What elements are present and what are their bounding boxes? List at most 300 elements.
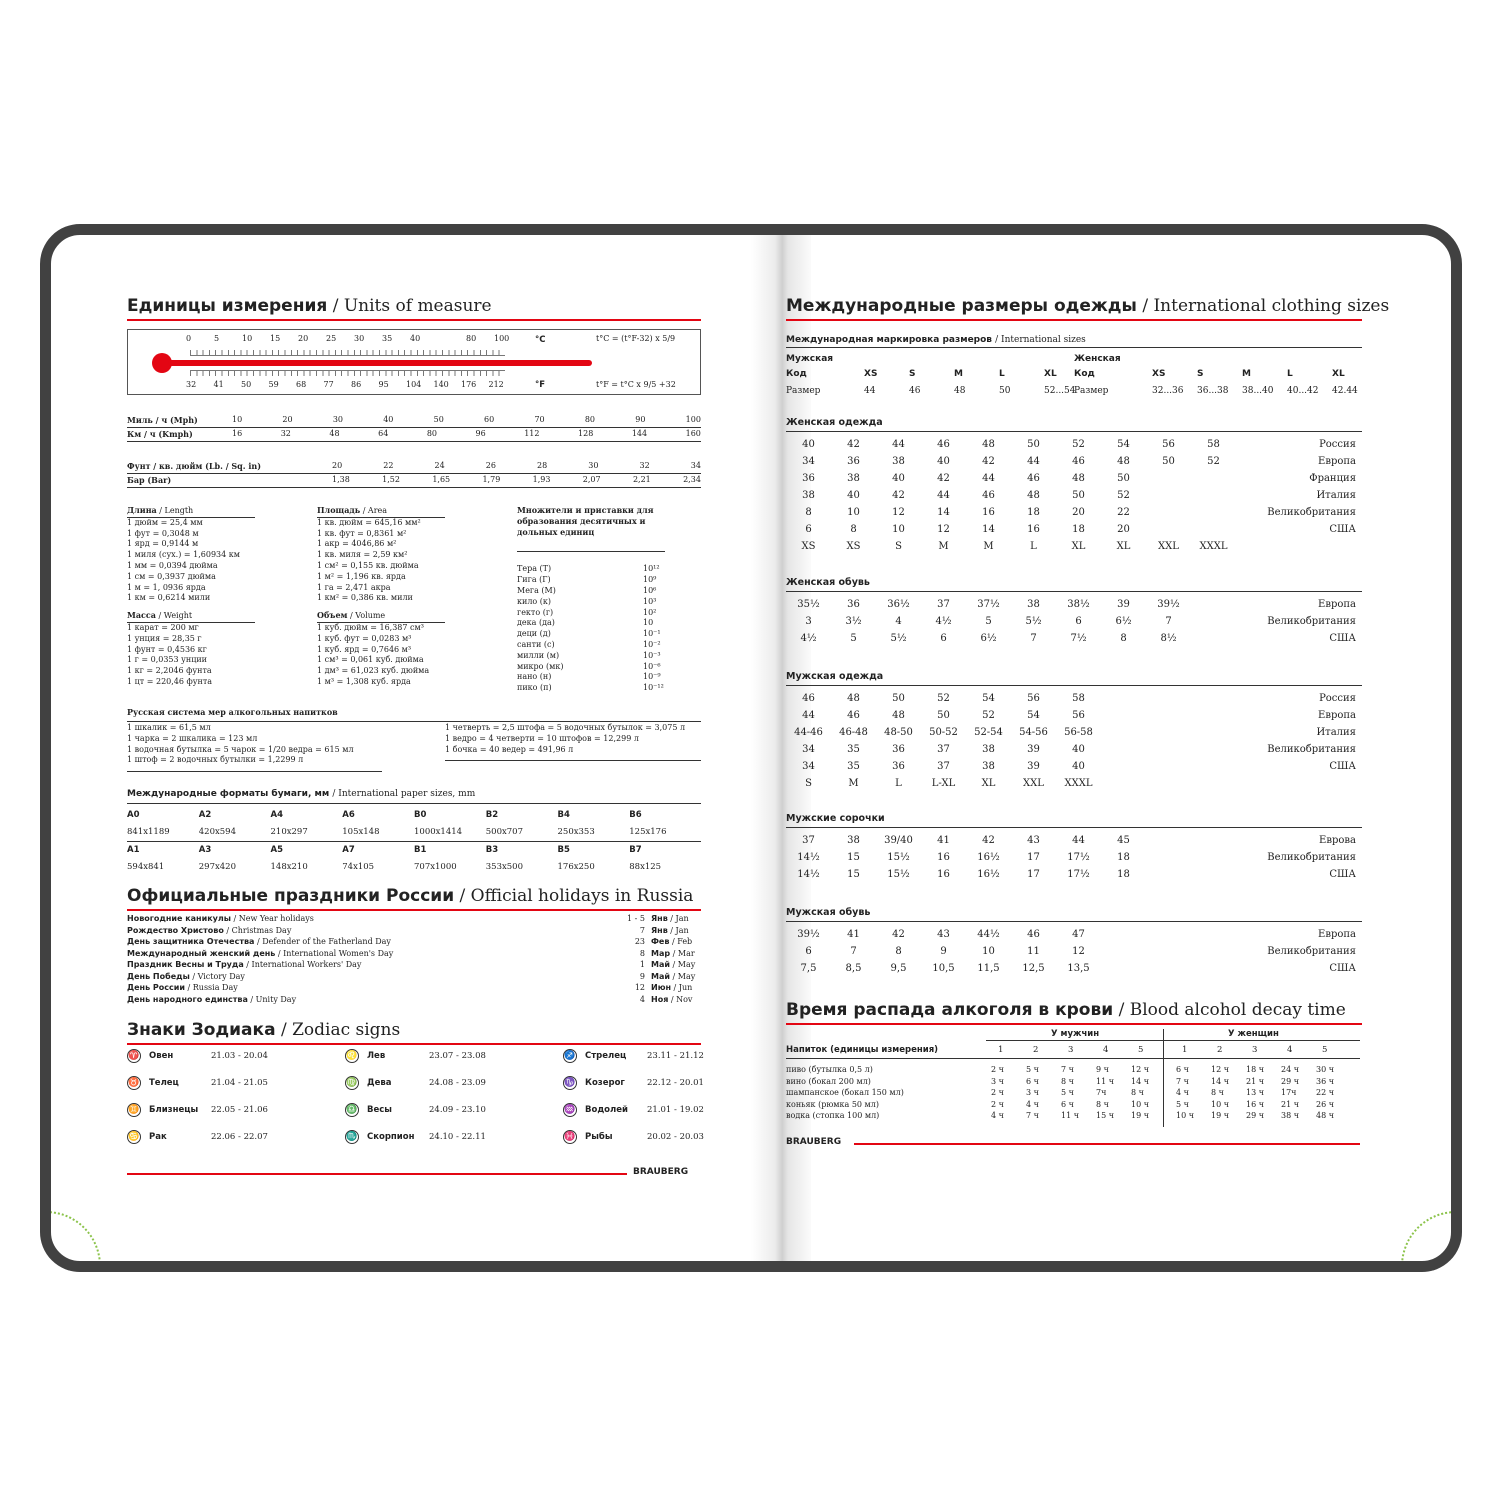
size-cell: 12 [892, 507, 905, 518]
holiday-month-en: / Feb [669, 937, 693, 946]
notebook-spread [40, 224, 1462, 1272]
holiday-month [651, 925, 701, 937]
country-label: США [1329, 524, 1356, 535]
size-cell: 36 [892, 744, 905, 755]
holiday-day: 8 [639, 948, 645, 958]
value-cell: 34 [690, 461, 701, 470]
size-cell: 52 [982, 710, 995, 721]
size-cell: 42 [982, 835, 995, 846]
holiday-name-ru: День России [127, 983, 185, 992]
size-cell: 14 [982, 524, 995, 535]
zodiac-item [563, 1049, 704, 1063]
zodiac-dates: 22.05 - 21.06 [211, 1105, 268, 1115]
value-cell: 16 [232, 428, 243, 438]
country-label: Европа [1318, 929, 1356, 940]
prefix-name: Гига (Г) [517, 575, 551, 585]
value-cell: 112 [524, 428, 540, 438]
country-label: Великобритания [1267, 852, 1356, 863]
hour-num: 4 [1287, 1045, 1293, 1055]
decay-men: 3 ч [991, 1076, 1004, 1086]
size-row [786, 832, 1362, 849]
size-cell: 15 [847, 852, 860, 863]
paper-cell: A6 [342, 810, 355, 820]
value-cell: 2,07 [582, 474, 601, 484]
fahrenheit-tick: 41 [213, 380, 224, 389]
size-value: 50 [999, 386, 1011, 396]
women-label: Женская [1074, 354, 1121, 364]
size-cell: 15½ [887, 869, 910, 880]
conversion-line: 1 фут = 0,3048 м [127, 528, 199, 538]
size-cell: XS [846, 541, 861, 552]
size-grid [786, 832, 1362, 883]
zodiac-name: Весы [367, 1105, 392, 1115]
paper-cell: A1 [127, 845, 140, 855]
size-row [786, 613, 1362, 630]
size-cell [1191, 724, 1236, 741]
paper-cell: 148x210 [270, 862, 308, 872]
hour-num: 2 [1217, 1045, 1223, 1055]
size-cell: 12,5 [1022, 963, 1045, 974]
holiday-month [651, 959, 701, 971]
size-cell: 48 [982, 439, 995, 450]
decay-women: 13 ч [1246, 1088, 1265, 1097]
holiday-name-ru: Международный женский день [127, 948, 276, 958]
zodiac-item [563, 1076, 704, 1090]
value-cell: 32 [639, 461, 650, 470]
size-cell: 46 [1072, 456, 1085, 467]
size-cell [1191, 741, 1236, 758]
zodiac-dates: 22.12 - 20.01 [647, 1078, 704, 1088]
size-cell: 44 [937, 490, 950, 501]
celsius-tick: 80 [466, 334, 477, 343]
size-row [786, 758, 1362, 775]
paper-row [127, 807, 701, 824]
decay-men: 5 ч [1026, 1065, 1039, 1074]
zodiac-aquarius-icon: ♒ [564, 1105, 576, 1115]
country-label: Россия [1319, 693, 1356, 704]
hour-num: 2 [1033, 1045, 1039, 1055]
size-cell [1146, 849, 1191, 866]
size-cell: 11 [1027, 946, 1040, 957]
holiday-name-en: / Unity Day [247, 994, 297, 1004]
stitch-right [1401, 1211, 1462, 1272]
size-cell: 43 [937, 929, 950, 940]
size-cell: 3½ [845, 616, 862, 627]
fahrenheit-tick: 77 [323, 380, 334, 389]
size-cell [1146, 758, 1191, 775]
prefix-row [517, 575, 665, 586]
size-cell: 44 [892, 439, 905, 450]
size-cell: 37 [937, 761, 950, 772]
zodiac-libra-icon: ♎ [346, 1105, 358, 1115]
divider [786, 431, 1362, 432]
size-cell: 14½ [797, 869, 820, 880]
divider [786, 685, 1362, 686]
fahrenheit-formula: t°F = t°C x 9/5 +32 [596, 380, 676, 389]
decay-men: 8 ч [1061, 1076, 1074, 1086]
size-cell: XXXL [1199, 541, 1228, 552]
prefix-value: 10⁻⁶ [643, 661, 661, 671]
holiday-day: 1 [639, 960, 645, 969]
prefix-name: Мега (М) [517, 585, 556, 595]
size-cell: 48 [892, 710, 905, 721]
size-cell: 42 [847, 439, 860, 450]
size-code: XL [1044, 369, 1057, 379]
celsius-tick: 0 [186, 334, 192, 343]
zodiac-item [127, 1076, 268, 1090]
size-cell: M [983, 541, 994, 552]
size-cell: 50 [1162, 456, 1175, 467]
size-cell: 52-54 [974, 727, 1003, 738]
size-cell [1191, 504, 1236, 521]
size-cell: 20 [1117, 524, 1130, 535]
conversion-line: 1 унция = 28,35 г [127, 633, 202, 643]
decay-men: 6 ч [1026, 1076, 1039, 1086]
value-cell: 30 [588, 461, 599, 470]
zodiac-item [345, 1076, 486, 1090]
size-cell: 44 [1072, 835, 1085, 846]
decay-women: 18 ч [1246, 1065, 1265, 1074]
size-table [786, 417, 1362, 555]
celsius-formula: t°C = (t°F-32) x 5/9 [596, 334, 676, 343]
size-cell: 22 [1117, 507, 1130, 518]
holiday-month-en: / May [669, 960, 696, 969]
zodiac-item [127, 1130, 268, 1144]
prefix-value: 10⁻⁹ [643, 672, 661, 682]
size-table-title: Женская обувь [786, 577, 870, 588]
size-cell [1146, 487, 1191, 504]
size-cell: 8 [850, 524, 857, 535]
size-cell: 38½ [1067, 599, 1090, 610]
holiday-name [127, 936, 615, 948]
holiday-row [127, 982, 701, 994]
decay-women: 29 ч [1246, 1111, 1265, 1120]
size-cell: 46 [937, 439, 950, 450]
zodiac-gemini-icon: ♊ [128, 1105, 140, 1115]
size-cell: S [805, 778, 812, 789]
size-cell: 36 [847, 456, 860, 467]
zodiac-sagittarius-icon: ♐ [564, 1051, 576, 1061]
size-cell: 42 [892, 490, 905, 501]
value-cell: 1,79 [482, 474, 501, 484]
conversion-line: 1 км = 0,6214 мили [127, 593, 211, 603]
conversion-line: 1 карат = 200 мг [127, 622, 199, 632]
size-cell: 9,5 [890, 963, 907, 974]
size-cell: 6 [805, 946, 812, 957]
zodiac-name: Козерог [585, 1078, 625, 1088]
zodiac-item [563, 1130, 704, 1144]
size-cell [1101, 775, 1146, 792]
conversion-line: 1 га = 2,471 акра [317, 582, 391, 592]
zodiac-item [127, 1103, 268, 1117]
size-cell: 5 [985, 616, 992, 627]
decay-women: 10 ч [1211, 1099, 1230, 1109]
size-cell: XXL [1158, 541, 1179, 552]
decay-men: 15 ч [1096, 1111, 1115, 1120]
size-grid [786, 926, 1362, 977]
holiday-day: 4 [639, 994, 645, 1004]
drink-name: шампанское (бокал 150 мл) [786, 1088, 904, 1097]
alcohol-measures: Русская система мер алкогольных напитков 1 шкалик = 61,5 мл 1 чарка = 2 шкалика = 123 мл 1 водочная бутылка = 5 чарок = 1/20 ведра = 615 мл 1 штоф = 2 водочных бутылки = 1,2299 л 1 четверть = 2,5 штофа = 5 водочных бутылок = 3,075 л 1 ведро = 4 четверти = 10 штофов = 12,299 л 1 бочка = 40 ведер = 491,96 л [127, 707, 701, 725]
paper-cell: B1 [414, 845, 427, 855]
size-cell: XXXL [1064, 778, 1093, 789]
size-cell: 16 [1027, 524, 1040, 535]
holiday-month-en: / Mar [670, 948, 695, 958]
size-cell [1101, 758, 1146, 775]
paper-cell: A7 [342, 845, 355, 855]
paper-cell: 125x176 [629, 827, 667, 837]
conversion-line: 1 км² = 0,386 кв. мили [317, 593, 413, 603]
celsius-tick: 30 [354, 334, 365, 343]
thermometer-bar [168, 360, 592, 366]
value-cell: 60 [484, 415, 495, 424]
size-cell [1101, 741, 1146, 758]
size-table [786, 907, 1362, 977]
size-cell: L-XL [931, 778, 956, 789]
divider [786, 921, 1362, 922]
paper-cell: 176x250 [557, 862, 595, 872]
zodiac-name: Водолей [585, 1105, 628, 1115]
size-code: XL [1332, 369, 1345, 379]
zodiac-section: Знаки Зодиака / Zodiac signs ♈ Овен 21.03 - 20.04 ♉ Телец 21.04 - 21.05 ♊ Близнецы 22.05 - 21.06 ♋ Рак 22.06 - 22.07 ♌ Лев 23.07 - 23.08 ♍ Дева 24.08 - 23.09 ♎ Весы 24.09 - 23.10 ♏ Скорпион 24.10 - 22.11 ♐ Стрелец 23.11 - 21.12 ♑ Козерог 22.12 - 20.01 ♒ Водолей 21.01 - 19.02 ♓ Рыбы 20.02 - 20.03 BRAUBERG [127, 1020, 704, 1177]
prefix-block: Множители и приставки для образования десятичных и дольных единиц Тера (Т) 10¹² Гига (Г) 10⁹ Мега (М) 10⁶ кило (к) 10³ гекто (г) 10² дека (да) 10 деци (д) 10⁻¹ санти (с) 10⁻² милли (м) 10⁻³ микро (мк) 10⁻⁶ нано (н) 10⁻⁹ пико (п) 10⁻¹² [517, 505, 664, 693]
size-cell: 20 [1072, 507, 1085, 518]
paper-cell: 707x1000 [414, 862, 457, 872]
zodiac-pisces-icon: ♓ [564, 1132, 576, 1142]
value-cell: 160 [685, 428, 701, 438]
holiday-name [127, 913, 615, 925]
speed-table: Миль / ч (Mph) 10 20 30 40 50 60 70 80 90 100 Км / ч (Kmph) 16 32 48 64 80 96 112 128 144 160 [127, 415, 701, 442]
zodiac-item [563, 1103, 704, 1117]
size-cell: 3 [805, 616, 812, 627]
holiday-month-en: / Nov [668, 994, 693, 1004]
size-row [786, 436, 1362, 453]
fahrenheit-tick: 68 [296, 380, 307, 389]
size-cell: 46 [802, 693, 815, 704]
zodiac-item [345, 1049, 486, 1063]
size-cell: 38 [982, 761, 995, 772]
value-cell: 20 [282, 415, 293, 424]
size-cell: 40 [892, 473, 905, 484]
decay-women: 21 ч [1281, 1099, 1300, 1109]
size-cell: XL [1116, 541, 1131, 552]
conversion-line: 1 кв. дюйм = 645,16 мм² [317, 517, 421, 527]
holiday-month [651, 948, 701, 960]
size-cell [1191, 613, 1236, 630]
holiday-day: 9 [639, 971, 645, 981]
size-cell: 13,5 [1067, 963, 1090, 974]
country-label: США [1329, 869, 1356, 880]
country-label: США [1329, 963, 1356, 974]
zodiac-dates: 23.11 - 21.12 [647, 1051, 704, 1061]
size-cell: 40 [937, 456, 950, 467]
paper-cell: 105x148 [342, 827, 380, 837]
hour-num: 1 [998, 1045, 1004, 1055]
prefix-value: 10⁻² [643, 639, 661, 649]
holiday-day: 12 [634, 983, 645, 992]
size-cell: 34 [802, 761, 815, 772]
area-block: Площадь / Area 1 кв. дюйм = 645,16 мм² 1 кв. фут = 0,8361 м² 1 акр = 4046,86 м² 1 кв. миля = 2,59 км² 1 см² = 0,155 кв. дюйма 1 м² = 1,196 кв. ярда 1 га = 2,471 акра 1 км² = 0,386 кв. мили Объем / Volume 1 куб. дюйм = 16,387 см³ 1 куб. фут = 0,0283 м³ 1 куб. ярд = 0,7646 м³ 1 см³ = 0,061 куб. дюйма 1 дм³ = 61,023 куб. дюйма 1 м³ = 1,308 куб. ярда [317, 505, 445, 688]
size-cell: 16 [937, 852, 950, 863]
fahrenheit-tick: 59 [268, 380, 279, 389]
decay-men: 7ч [1096, 1088, 1107, 1097]
decay-men: 8 ч [1131, 1088, 1144, 1097]
size-value: 52...54 [1044, 386, 1076, 396]
paper-sizes: Международные форматы бумаги, мм / International paper sizes, mm A0 A2 A4 A6 B0 B2 B4 B6 841x1189 420x594 210x297 105x148 1000x1414 500x707 250x353 125x176 A1 A3 A5 A7 B1 B3 B5 B7 594x841 297x420 148x210 74x105 707x1000 353x500 176x250 88x125 [127, 789, 701, 876]
size-cell: 44-46 [794, 727, 823, 738]
size-grid [786, 596, 1362, 647]
zodiac-name: Лев [367, 1051, 386, 1061]
paper-cell: B6 [629, 810, 642, 820]
value-cell: 64 [378, 428, 389, 438]
size-cell: 38 [847, 835, 860, 846]
hour-num: 1 [1182, 1045, 1188, 1055]
decay-men: 8 ч [1096, 1099, 1109, 1109]
zodiac-taurus-icon: ♉ [128, 1078, 140, 1088]
size-cell: 58 [1207, 439, 1220, 450]
size-cell: 6 [1075, 616, 1082, 627]
size-cell: 50-52 [929, 727, 958, 738]
size-code: M [954, 369, 963, 379]
size-cell: 16½ [977, 852, 1000, 863]
size-cell: 8 [895, 946, 902, 957]
prefix-value: 10² [643, 607, 657, 617]
size-row [786, 521, 1362, 538]
size-cell: XL [981, 778, 996, 789]
size-cell: 12 [1072, 946, 1085, 957]
size-cell [1146, 741, 1191, 758]
size-table-title: Мужские сорочки [786, 813, 885, 824]
hour-num: 3 [1068, 1045, 1074, 1055]
size-cell: 5½ [1025, 616, 1042, 627]
zodiac-name: Рыбы [585, 1132, 613, 1142]
holiday-name-en: / International Women's Day [275, 948, 394, 958]
conversion-line: 1 см² = 0,155 кв. дюйма [317, 560, 419, 570]
holiday-month [651, 971, 701, 983]
conversion-line: 1 штоф = 2 водочных бутылки = 1,2299 л [127, 755, 304, 765]
divider [786, 827, 1362, 828]
holiday-name-ru: День Победы [127, 971, 190, 981]
value-cell: 28 [537, 461, 548, 470]
paper-cell: 353x500 [485, 862, 523, 872]
fahrenheit-tick: 50 [241, 380, 252, 389]
holiday-name-en: / Christmas Day [223, 925, 292, 935]
holiday-row [127, 925, 701, 937]
size-row [786, 690, 1362, 707]
fahrenheit-tick: 212 [488, 380, 504, 389]
size-cell: 34 [802, 456, 815, 467]
size-cell: 52 [1207, 456, 1220, 467]
size-cell [1146, 504, 1191, 521]
value-cell: 48 [329, 428, 340, 438]
size-cell: 40 [1072, 744, 1085, 755]
header-rule [986, 1040, 1360, 1041]
decay-men: 19 ч [1131, 1111, 1150, 1120]
paper-cell: B3 [485, 845, 499, 855]
size-cell: 6 [940, 633, 947, 644]
size-row [786, 866, 1362, 883]
decay-men: 10 ч [1131, 1099, 1150, 1109]
holiday-name [127, 971, 615, 983]
size-cell: 35 [847, 744, 860, 755]
country-label: Великобритания [1267, 507, 1356, 518]
size-cell: 50 [1072, 490, 1085, 501]
value-cell: 1,65 [432, 474, 451, 484]
zodiac-name: Овен [149, 1051, 174, 1061]
celsius-tick: 40 [410, 334, 421, 343]
paper-cell: 210x297 [270, 827, 308, 837]
size-cell: 6½ [980, 633, 997, 644]
size-cell: 38 [892, 456, 905, 467]
zodiac-dates: 21.04 - 21.05 [211, 1078, 268, 1088]
holiday-month [651, 913, 701, 925]
zodiac-virgo-icon: ♍ [346, 1078, 358, 1088]
conversion-line: 1 ведро = 4 четверти = 10 штофов = 12,299 л [445, 733, 639, 743]
size-cell: 50 [937, 710, 950, 721]
zodiac-item [345, 1103, 486, 1117]
size-cell: 8 [1120, 633, 1127, 644]
value-cell: 1,93 [532, 474, 551, 484]
paper-row [127, 859, 701, 876]
prefix-value: 10⁻¹ [643, 629, 661, 639]
size-cell: 10,5 [932, 963, 955, 974]
country-label [1236, 775, 1362, 792]
size-cell: 14½ [797, 852, 820, 863]
drink-name: водка (стопка 100 мл) [786, 1111, 880, 1120]
holiday-month-en: / May [669, 971, 696, 981]
celsius-tick: 10 [242, 334, 253, 343]
hour-num: 5 [1138, 1045, 1144, 1055]
size-row [786, 630, 1362, 647]
paper-cell: 841x1189 [127, 827, 170, 837]
size-cell: 5½ [890, 633, 907, 644]
value-cell: 30 [332, 415, 343, 424]
prefix-row [517, 672, 665, 683]
paper-row [127, 824, 701, 842]
holiday-name-ru: Рождество Христово [127, 925, 224, 935]
conversion-line: 1 кв. фут = 0,8361 м² [317, 528, 407, 538]
size-cell: 36 [802, 473, 815, 484]
value-cell: 128 [578, 428, 594, 438]
zodiac-dates: 24.08 - 23.09 [429, 1078, 486, 1088]
conversion-line: 1 кв. миля = 2,59 км² [317, 550, 408, 560]
conversion-line: 1 шкалик = 61,5 мл [127, 723, 211, 732]
size-cell: 42 [982, 456, 995, 467]
decay-women: 38 ч [1281, 1111, 1300, 1120]
size-cell: 6 [805, 524, 812, 535]
country-label: Европа [1318, 710, 1356, 721]
paper-cell: 420x594 [198, 827, 236, 837]
prefix-row [517, 597, 665, 608]
size-value: 42.44 [1332, 386, 1358, 396]
celsius-tick: 35 [382, 334, 393, 343]
fahrenheit-tick: 86 [351, 380, 362, 389]
size-cell [1146, 690, 1191, 707]
size-table-title: Мужская обувь [786, 907, 871, 918]
decay-men: 4 ч [1026, 1099, 1039, 1109]
size-cell [1191, 832, 1236, 849]
paper-cell: A3 [198, 845, 212, 855]
size-code: L [999, 369, 1005, 379]
paper-cell: 250x353 [557, 827, 595, 837]
conversion-line: 1 см = 0,3937 дюйма [127, 571, 216, 581]
paper-cell: 88x125 [629, 862, 662, 872]
size-cell: 54 [1117, 439, 1130, 450]
size-cell: 46 [1027, 929, 1040, 940]
zodiac-name: Дева [367, 1078, 392, 1088]
decay-men: 11 ч [1096, 1076, 1115, 1086]
size-cell: 38 [982, 744, 995, 755]
